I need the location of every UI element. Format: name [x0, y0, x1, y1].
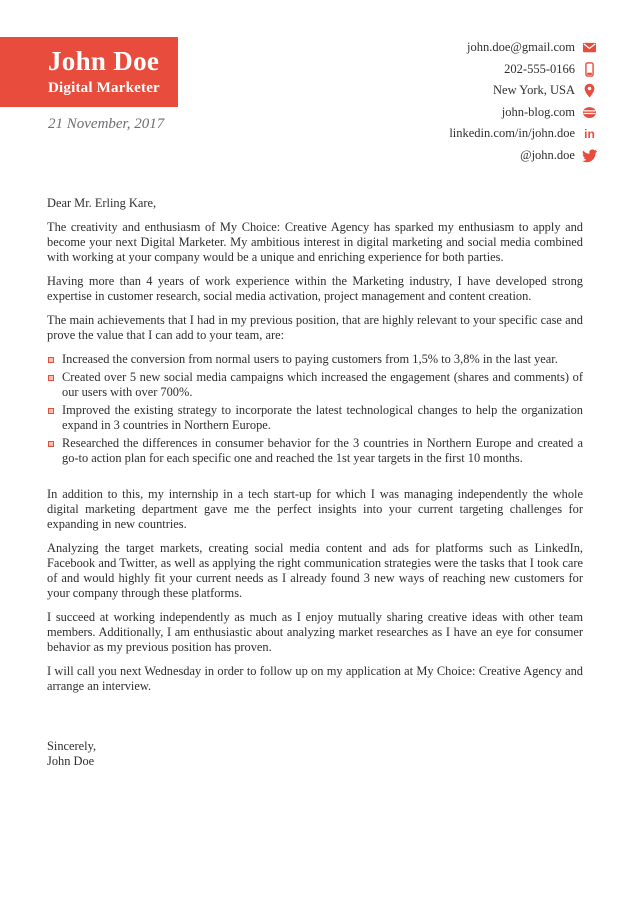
email-envelope-icon: [582, 40, 597, 55]
person-job-title: Digital Marketer: [48, 79, 160, 96]
bullet-square-icon: [48, 408, 54, 414]
contact-row-twitter: [449, 145, 597, 167]
signature-name: John Doe: [47, 754, 95, 768]
paragraph-teamwork: I succeed at working independently as much as I enjoy mutually sharing creative ideas with other team members. Additionally, I am enthusiastic about analyzing market researches as I have an eye for consumer behavior as my previous position has proven.: [47, 610, 583, 654]
bullet-square-icon: [48, 441, 54, 447]
list-item: [47, 352, 583, 367]
paragraph-followup: I will call you next Wednesday in order to follow up on my application at My Choice: Creative Agency and arrange an interview.: [47, 664, 583, 693]
list-item-text: Created over 5 new social media campaigns which increased the engagement (shares and comments) of our users with over 700%.: [62, 370, 583, 399]
contact-row-email: [449, 37, 597, 59]
list-item-text: Researched the differences in consumer behavior for the 3 countries in Northern Europe and created a go-to action plan for each specific one and reached the 1st year targets in the first 10 months.: [62, 436, 583, 465]
location-text: New York, USA: [493, 83, 575, 98]
bullet-square-icon: [48, 375, 54, 381]
twitter-bird-icon: [582, 148, 597, 163]
linkedin-url[interactable]: linkedin.com/in/john.doe: [449, 126, 575, 141]
email-address[interactable]: john.doe@gmail.com: [466, 40, 575, 55]
list-item: [47, 403, 583, 433]
list-item-text: Increased the conversion from normal users to paying customers from 1,5% to 3,8% in the last year.: [62, 352, 558, 366]
letter-body: [47, 196, 583, 769]
bullet-square-icon: [48, 357, 54, 363]
phone-number: 202-555-0166: [504, 61, 575, 76]
paragraph-internship: In addition to this, my internship in a tech start-up for which I was managing independently the whole digital marketing department gave me the perfect insights into your current targeting challenges for expanding in new countries.: [47, 487, 583, 531]
contact-row-linkedin: [449, 123, 597, 145]
location-pin-icon: [582, 83, 597, 98]
contact-info-block: [449, 37, 597, 166]
mobile-phone-icon: [582, 62, 597, 77]
contact-row-location: [449, 80, 597, 102]
list-item: [47, 370, 583, 400]
contact-row-phone: [449, 59, 597, 81]
linkedin-icon: in: [584, 126, 595, 141]
blog-url[interactable]: john-blog.com: [501, 104, 575, 119]
letter-date: 21 November, 2017: [48, 116, 165, 132]
paragraph-intro: The creativity and enthusiasm of My Choice: Creative Agency has sparked my enthusiasm to apply and become your next Digital Marketer. My ambitious interest in digital marketing and social media combined with working at your company would be a unique and enriching experience for both parties.: [47, 220, 583, 264]
salutation: Dear Mr. Erling Kare,: [47, 196, 157, 210]
closing-block: [47, 739, 583, 769]
list-item-text: Improved the existing strategy to incorporate the latest technological changes to help the organization expand in 3 countries in Northern Europe.: [62, 403, 583, 432]
achievements-list: [47, 352, 583, 466]
list-item: [47, 436, 583, 466]
header-name-block: [0, 37, 178, 107]
paragraph-experience: Having more than 4 years of work experience within the Marketing industry, I have developed strong expertise in customer research, social media activation, project management and content creation.: [47, 274, 583, 303]
twitter-handle[interactable]: @john.doe: [520, 147, 575, 162]
contact-row-blog: [449, 102, 597, 124]
blog-globe-icon: [582, 105, 597, 120]
closing-word: Sincerely,: [47, 739, 97, 753]
paragraph-platforms: Analyzing the target markets, creating social media content and ads for platforms such as LinkedIn, Facebook and Twitter, as well as applying the right communication strategies were the tasks that I took care of and would highly fit your current needs as I already found 3 new ways of reaching new customers for your company through these platforms.: [47, 541, 583, 600]
person-name: John Doe: [48, 46, 160, 77]
paragraph-achievements-lead: The main achievements that I had in my previous position, that are highly relevant to your specific case and prove the value that I can add to your team, are:: [47, 313, 583, 342]
